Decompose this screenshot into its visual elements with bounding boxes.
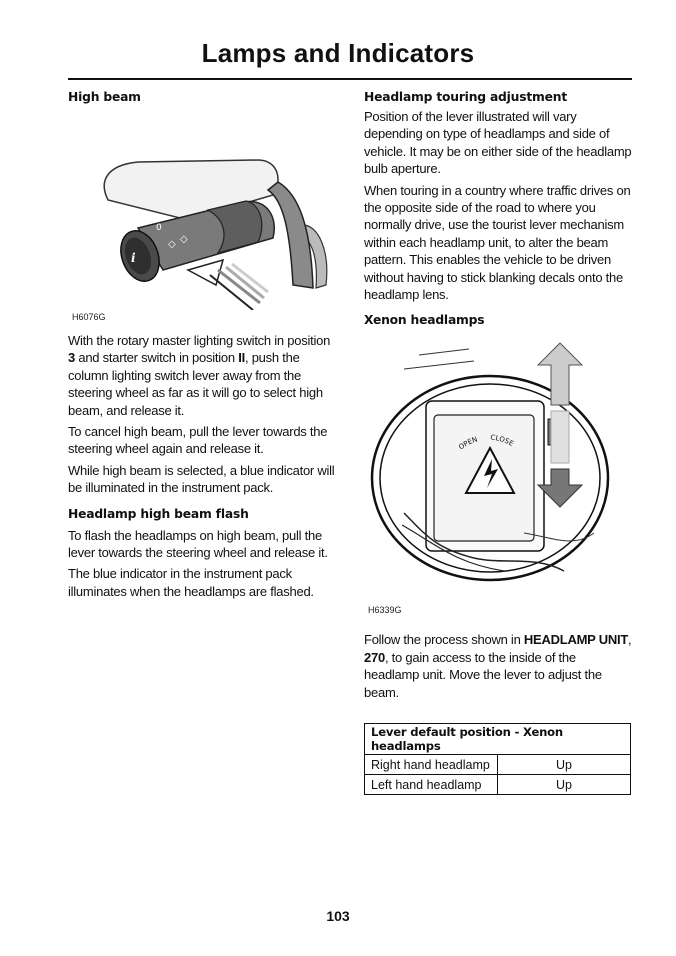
table-header-row xyxy=(365,724,631,755)
svg-text:OPEN: OPEN xyxy=(457,435,479,452)
touring-heading: Headlamp touring adjustment xyxy=(364,90,567,104)
high-beam-heading: High beam xyxy=(68,90,141,104)
svg-text:CLOSE: CLOSE xyxy=(490,433,515,449)
xenon-heading: Xenon headlamps xyxy=(364,313,485,328)
table-row xyxy=(365,775,631,795)
xenon-para-1: Follow the process shown in HEADLAMP UNIT, 270, to gain access to the inside of the headlamp unit. Move the lever to adjust the beam. xyxy=(364,632,632,700)
right-column xyxy=(364,90,632,795)
table-row xyxy=(365,755,631,775)
svg-text:◇: ◇ xyxy=(168,239,176,250)
table-cell-label: Left hand headlamp xyxy=(365,775,498,795)
svg-text:◇: ◇ xyxy=(180,234,188,245)
table-header: Lever default position - Xenon headlamps xyxy=(365,724,631,755)
xenon-figure xyxy=(364,333,632,623)
high-beam-figure xyxy=(68,110,336,324)
xenon-headlamp-illustration xyxy=(364,333,632,603)
flash-para-1: To flash the headlamps on high beam, pull the lever towards the steering wheel and release it. xyxy=(68,527,328,561)
high-beam-figure-code: H6076G xyxy=(72,312,106,322)
high-beam-para-3: While high beam is selected, a blue indicator will be illuminated in the instrument pack. xyxy=(68,462,335,496)
flash-para-2: The blue indicator in the instrument pack illuminates when the headlamps are flashed. xyxy=(68,566,314,599)
lever-position-table xyxy=(364,723,631,795)
lighting-lever-illustration xyxy=(68,110,336,310)
page-title: Lamps and Indicators xyxy=(201,38,475,68)
touring-para-1: Position of the lever illustrated will vary depending on type of headlamps and side of vehicle. It may be on either side of the headlamp bulb aperture. xyxy=(364,109,632,177)
xenon-figure-code: H6339G xyxy=(368,605,402,616)
left-column xyxy=(68,90,336,604)
flash-heading: Headlamp high beam flash xyxy=(68,506,249,521)
table-cell-value: Up xyxy=(498,775,631,795)
svg-text:i: i xyxy=(131,251,136,265)
table-cell-value: Up xyxy=(498,755,631,775)
page-number: 103 xyxy=(326,908,350,924)
title-rule xyxy=(68,78,632,80)
high-beam-para-2: To cancel high beam, pull the lever towards the steering wheel again and release it. xyxy=(68,424,328,457)
table-cell-label: Right hand headlamp xyxy=(365,755,498,775)
touring-para-2: When touring in a country where traffic drives on the opposite side of the road to where you normally drive, use the tourist lever mechanism within each headlamp unit, to alter the beam pattern. This enables the vehicle to be driven without having to stick blanking decals onto the headlamp lens. xyxy=(364,182,631,303)
high-beam-para-1: With the rotary master lighting switch in position 3 and starter switch in position II, push the column lighting switch lever away from the steering wheel as far as it will go to select high beam, and release it. xyxy=(68,333,331,418)
svg-text:0: 0 xyxy=(156,223,162,233)
